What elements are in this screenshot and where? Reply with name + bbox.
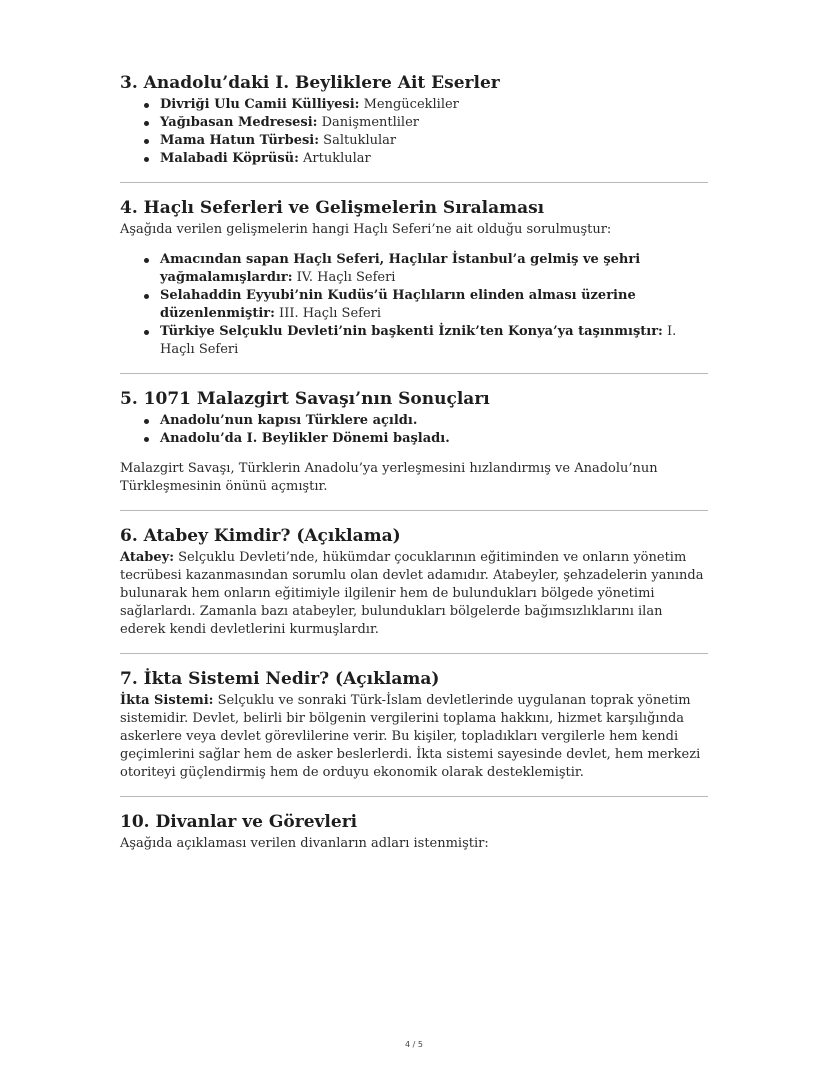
section-10 bbox=[120, 811, 708, 853]
list-item bbox=[142, 96, 708, 114]
list-item bbox=[142, 412, 708, 430]
section-6-term: Atabey: bbox=[120, 550, 174, 565]
list-item-value: Artuklular bbox=[298, 151, 371, 166]
document-page bbox=[120, 72, 708, 853]
section-10-intro: Aşağıda açıklaması verilen divanların adları istenmiştir: bbox=[120, 836, 489, 851]
page-number: 4 / 5 bbox=[405, 1040, 423, 1049]
section-7-title: 7. İkta Sistemi Nedir? (Açıklama) bbox=[120, 669, 440, 689]
bullet-icon bbox=[144, 258, 149, 263]
section-6-paragraph bbox=[120, 549, 708, 639]
list-item-term: Divriği Ulu Camii Külliyesi: bbox=[160, 97, 360, 112]
bullet-icon bbox=[144, 419, 149, 424]
bullet-icon bbox=[144, 330, 149, 335]
section-7-paragraph bbox=[120, 692, 708, 782]
list-item-term: Yağıbasan Medresesi: bbox=[160, 115, 318, 130]
section-4-list bbox=[142, 251, 708, 359]
section-5-paragraph: Malazgirt Savaşı, Türklerin Anadolu’ya yerleşmesini hızlandırmış ve Anadolu’nun Türkleşmesinin önünü açmıştır. bbox=[120, 461, 658, 494]
section-5 bbox=[120, 388, 708, 496]
list-item-term: Türkiye Selçuklu Devleti’nin başkenti İznik’ten Konya’ya taşınmıştır: bbox=[160, 324, 663, 339]
section-4-title: 4. Haçlı Seferleri ve Gelişmelerin Sıralaması bbox=[120, 198, 545, 218]
list-item bbox=[142, 251, 708, 287]
bullet-icon bbox=[144, 437, 149, 442]
section-6 bbox=[120, 525, 708, 639]
list-item bbox=[142, 132, 708, 150]
list-item-value: Mengücekliler bbox=[359, 97, 459, 112]
list-item-term: Malabadi Köprüsü: bbox=[160, 151, 299, 166]
section-10-title: 10. Divanlar ve Görevleri bbox=[120, 812, 358, 832]
section-7-text: Selçuklu ve sonraki Türk-İslam devletlerinde uygulanan toprak yönetim sistemidir. Devlet, belirli bir bölgenin vergilerini toplama hakkını, hizmet karşılığında askerlere veya devlet görevlilerine verir. Bu kişiler, topladıkları vergilerle hem kendi geçimlerini sağlar hem de asker beslerlerdi. İkta sistemi sayesinde devlet, hem merkezi otoriteyi güçlendirmiş hem de orduyu ekonomik olarak desteklemiştir. bbox=[120, 693, 701, 780]
list-item bbox=[142, 150, 708, 168]
list-item bbox=[142, 114, 708, 132]
bullet-icon bbox=[144, 157, 149, 162]
section-7 bbox=[120, 668, 708, 782]
section-4 bbox=[120, 197, 708, 359]
list-item-term: Anadolu’da I. Beylikler Dönemi başladı. bbox=[160, 431, 450, 446]
section-5-list bbox=[142, 412, 708, 448]
section-3 bbox=[120, 72, 708, 168]
section-5-title: 5. 1071 Malazgirt Savaşı’nın Sonuçları bbox=[120, 389, 490, 409]
list-item-term: Anadolu’nun kapısı Türklere açıldı. bbox=[160, 413, 418, 428]
list-item-value: III. Haçlı Seferi bbox=[274, 306, 382, 321]
list-item bbox=[142, 287, 708, 323]
section-7-term: İkta Sistemi: bbox=[120, 693, 214, 708]
section-3-title: 3. Anadolu’daki I. Beyliklere Ait Eserler bbox=[120, 73, 500, 93]
list-item-value: Saltuklular bbox=[319, 133, 397, 148]
list-item-term: Amacından sapan Haçlı Seferi, Haçlılar İstanbul’a gelmiş ve şehri yağmalamışlardır: bbox=[160, 252, 641, 285]
section-4-intro: Aşağıda verilen gelişmelerin hangi Haçlı Seferi’ne ait olduğu sorulmuştur: bbox=[120, 222, 612, 237]
list-item-term: Mama Hatun Türbesi: bbox=[160, 133, 320, 148]
list-item-value: Danişmentliler bbox=[317, 115, 419, 130]
bullet-icon bbox=[144, 103, 149, 108]
list-item-value: I. Haçlı Seferi bbox=[160, 324, 677, 357]
bullet-icon bbox=[144, 139, 149, 144]
list-item-term: Selahaddin Eyyubi’nin Kudüs’ü Haçlıların elinden alması üzerine düzenlenmiştir: bbox=[160, 288, 636, 321]
section-6-title: 6. Atabey Kimdir? (Açıklama) bbox=[120, 526, 401, 546]
list-item bbox=[142, 323, 708, 359]
section-3-list bbox=[142, 96, 708, 168]
section-6-text: Selçuklu Devleti’nde, hükümdar çocuklarının eğitiminden ve onların yönetim tecrübesi kazanmasından sorumlu olan devlet adamıdır. Atabeyler, şehzadelerin yanında bulunarak hem onların eğitimiyle ilgilenir hem de bulundukları bölgede yönetimi sağlarlardı. Zamanla bazı atabeyler, bulundukları bölgelerde bağımsızlıklarını ilan ederek kendi devletlerini kurmuşlardır. bbox=[120, 550, 704, 637]
bullet-icon bbox=[144, 294, 149, 299]
list-item bbox=[142, 430, 708, 448]
bullet-icon bbox=[144, 121, 149, 126]
list-item-value: IV. Haçlı Seferi bbox=[292, 270, 396, 285]
